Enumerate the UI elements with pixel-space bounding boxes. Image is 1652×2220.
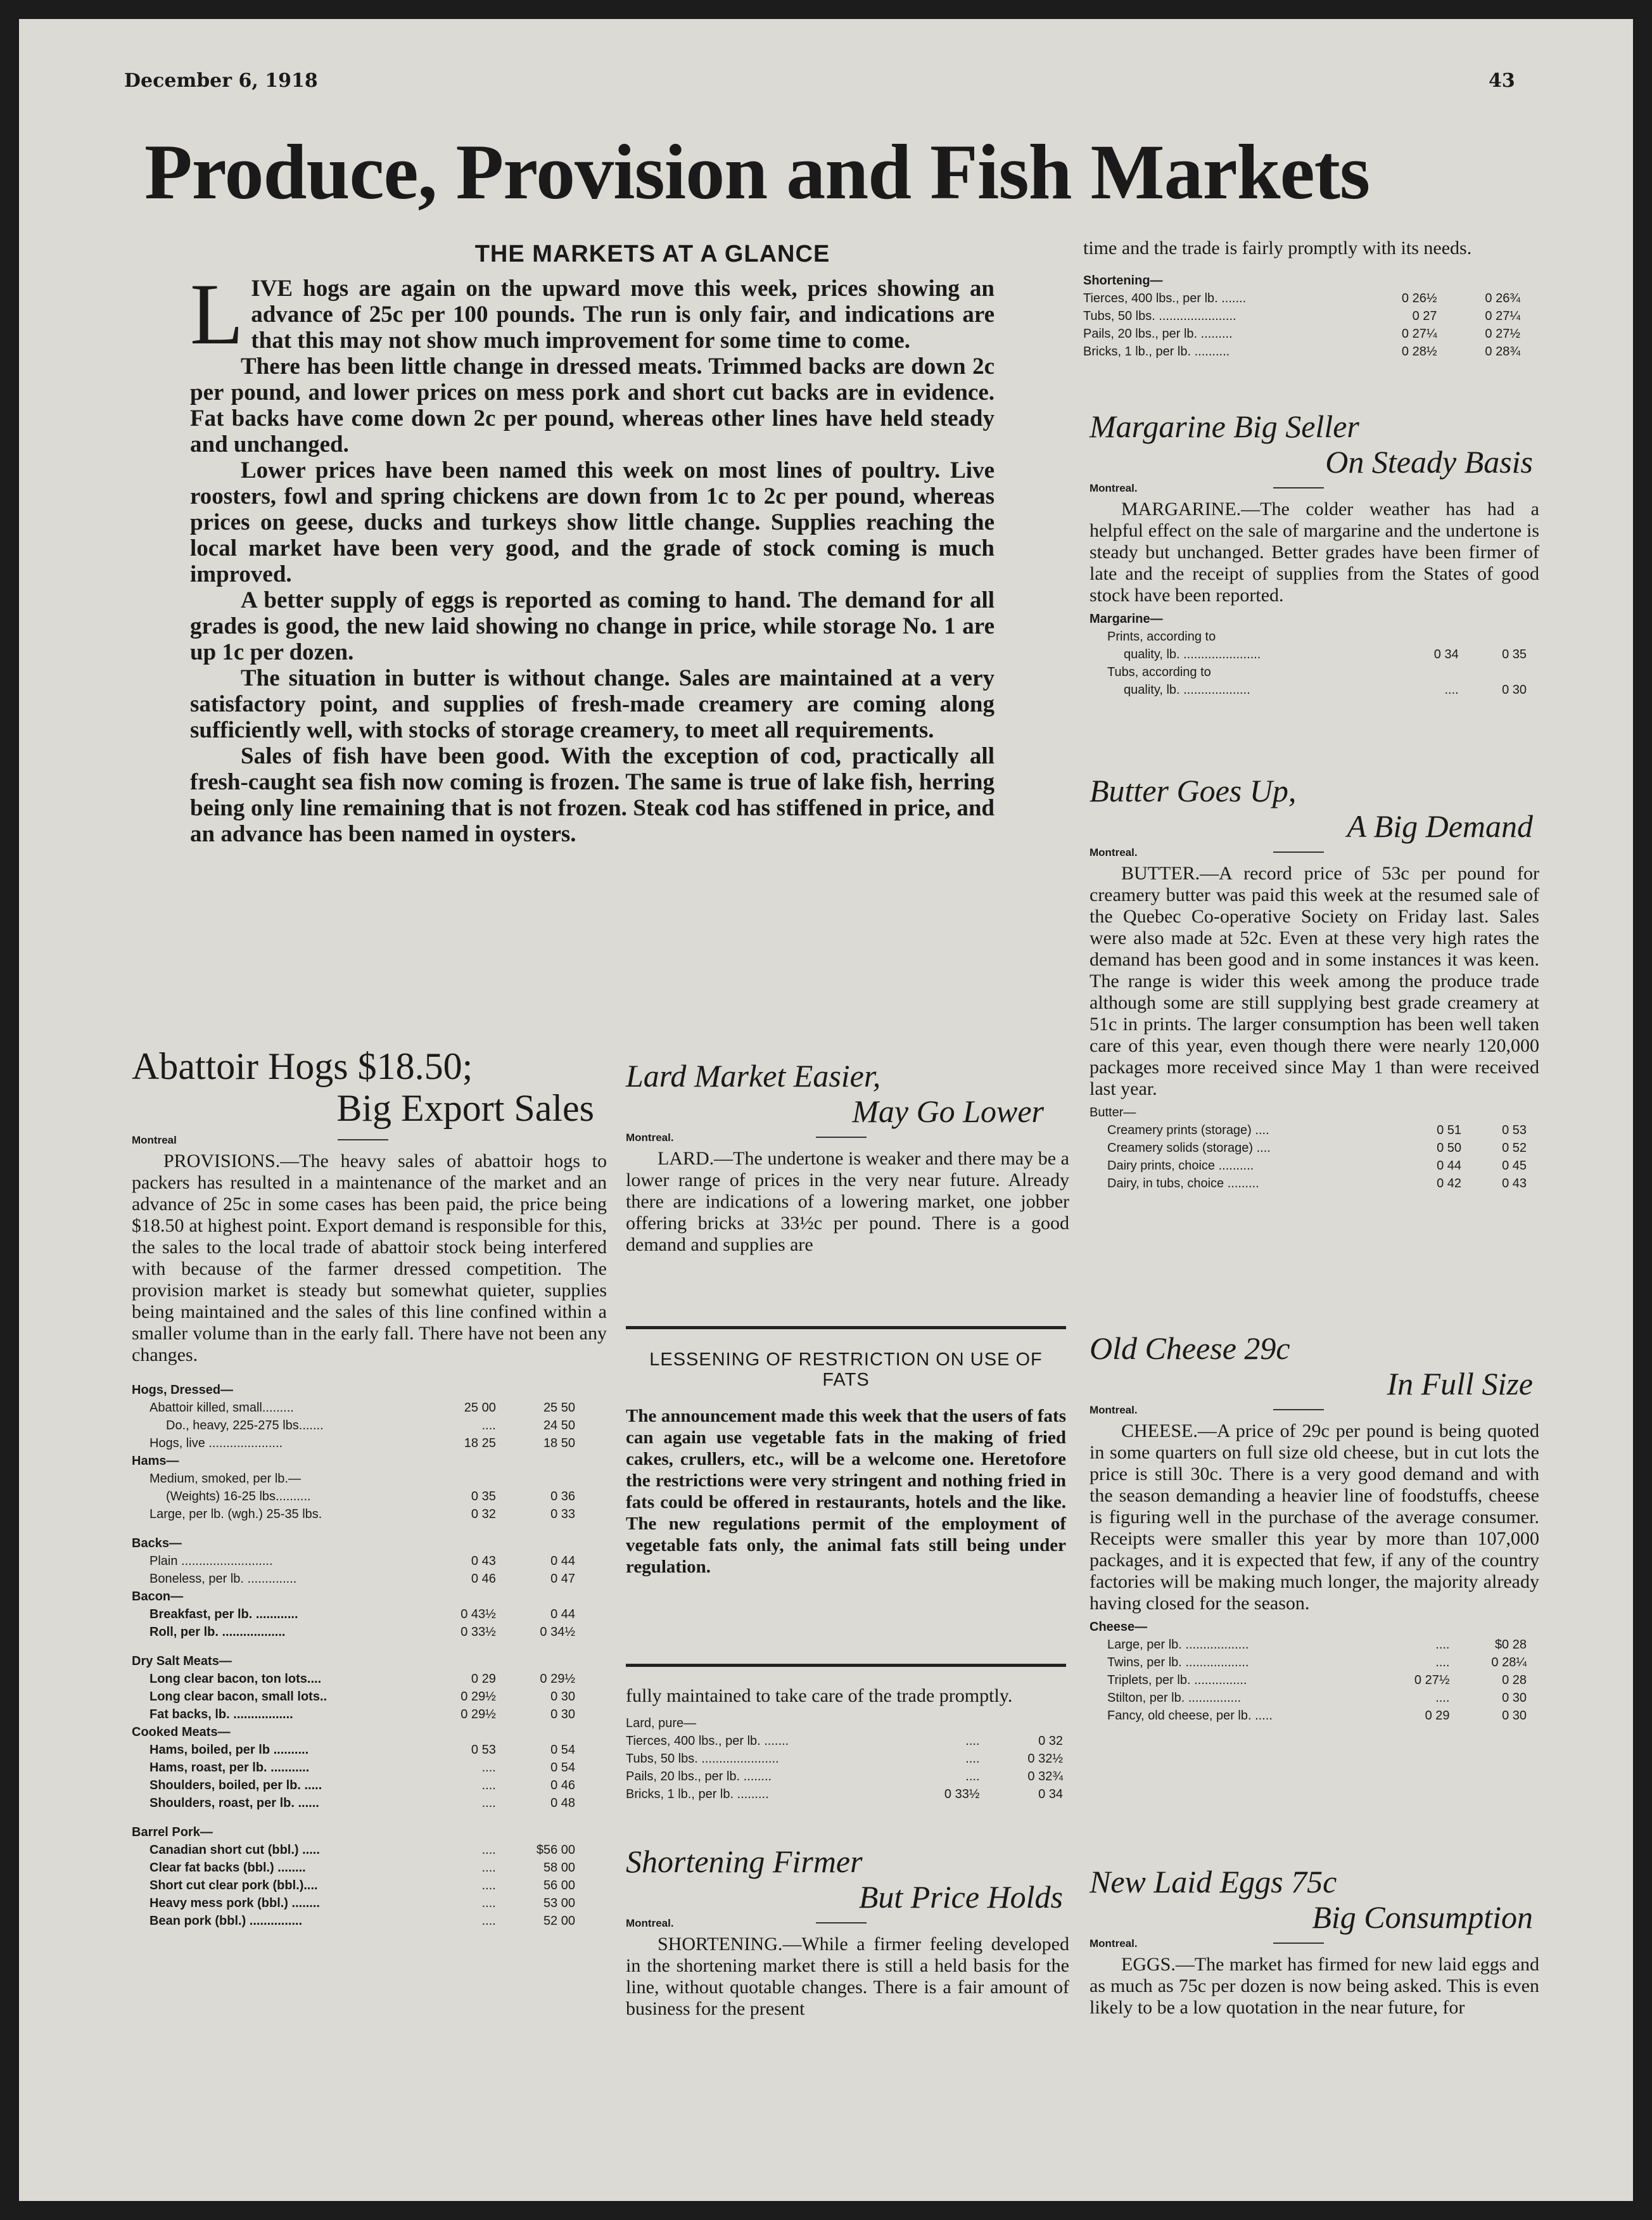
price-low: 0 29 (471, 1672, 496, 1686)
price-low: 0 28½ (1401, 345, 1437, 359)
price-item-label: quality, lb. ................... (1124, 683, 1250, 697)
price-row (132, 1741, 575, 1759)
abattoir-body-text: PROVISIONS.—The heavy sales of abattoir hogs to packers has resulted in a maintenance of the market and an advance of 25c in some cases has been paid, the price being $18.50 at highest point. Export demand is responsible for this, the sales to the local trade of abattoir stock being interfered with because of the farmer dressed competition. The provision market is steady but somewhat quieter, supplies being maintained and the sales of this line confined within a smaller volume than in the early fall. There have not been any changes. (132, 1151, 607, 1365)
lard-headline-line1: Lard Market Easier, (626, 1058, 881, 1094)
price-item-label: Bean pork (bbl.) ............... (149, 1914, 303, 1928)
price-item-label: Heavy mess pork (bbl.) ........ (149, 1896, 320, 1910)
price-item-label: Hams, boiled, per lb .......... (149, 1743, 309, 1757)
price-high: 0 29½ (540, 1672, 575, 1686)
price-low: 0 43 (471, 1554, 496, 1568)
price-low: 0 27¼ (1401, 327, 1437, 341)
price-item-label: Cooked Meats— (132, 1725, 231, 1739)
price-high: 0 36 (550, 1490, 575, 1503)
price-high: 0 54 (550, 1761, 575, 1775)
margarine-article (1090, 409, 1539, 699)
price-row (132, 1670, 575, 1688)
price-low (1412, 628, 1458, 646)
glance-paragraph-eggs: A better supply of eggs is reported as coming to hand. The demand for all grades is good, the new laid showing no change in price, while storage No. 1 are up 1c per dozen. (190, 587, 994, 665)
abattoir-body (132, 1151, 607, 1366)
butter-price-table (1090, 1104, 1527, 1192)
price-low (440, 1470, 496, 1488)
price-low: .... (481, 1896, 496, 1910)
lard-headline-line2: May Go Lower (852, 1094, 1044, 1129)
price-item-label: Short cut clear pork (bbl.).... (149, 1879, 318, 1892)
price-item-label: Barrel Pork— (132, 1825, 213, 1839)
price-high: 0 32¾ (1027, 1770, 1063, 1783)
price-row (1090, 681, 1527, 699)
price-high: 0 43 (1502, 1177, 1527, 1190)
price-high: 0 32½ (1027, 1752, 1063, 1766)
price-low: 0 35 (471, 1490, 496, 1503)
glance-paragraph-fish: Sales of fish have been good. With the exception of cod, practically all fresh-caught sea fish now coming is frozen. The same is true of lake fish, herring being only line remaining that is not frozen. Steak cod has stiffened in price, and an advance has been named in oysters. (190, 743, 994, 847)
headline-rule (1273, 852, 1324, 853)
price-low: .... (1435, 1691, 1450, 1705)
price-low: 0 50 (1437, 1141, 1462, 1155)
price-row (132, 1417, 575, 1434)
price-row (132, 1399, 575, 1417)
price-row (132, 1652, 575, 1670)
price-low: 0 32 (471, 1507, 496, 1521)
price-item-label: Hams— (132, 1454, 179, 1468)
price-low: 0 33½ (461, 1625, 496, 1639)
eggs-body-text: EGGS.—The market has firmed for new laid eggs and as much as 75c per dozen is now being asked. This is even likely to be a low quotation in the near future, for (1090, 1954, 1539, 2018)
lard-continued-text: fully maintained to take care of the trade promptly. (626, 1685, 1013, 1706)
price-row (132, 1688, 575, 1706)
price-row (132, 1894, 575, 1912)
price-row (132, 1588, 575, 1605)
price-item-label: Twins, per lb. .................. (1107, 1655, 1249, 1669)
price-high: 52 00 (543, 1914, 575, 1928)
price-high: 0 28¾ (1485, 345, 1520, 359)
cheese-dateline: Montreal. (1090, 1404, 1138, 1416)
magazine-page (19, 19, 1633, 2201)
glance-paragraph-meats: There has been little change in dressed meats. Trimmed backs are down 2c per pound, and lower prices on mess pork and short cut backs are in evidence. Fat backs have come down 2c per pound, whereas other lines have held steady and unchanged. (190, 354, 994, 457)
price-row (1090, 1636, 1527, 1654)
price-item-label: Do., heavy, 225-275 lbs....... (166, 1419, 324, 1432)
price-item-label: Large, per lb. (wgh.) 25-35 lbs. (149, 1507, 322, 1521)
price-item-label: Fancy, old cheese, per lb. ..... (1107, 1709, 1273, 1723)
price-high: 0 47 (550, 1572, 575, 1586)
price-item-label: Margarine— (1090, 612, 1163, 626)
shortening-price-table (1083, 272, 1520, 360)
price-row (132, 1552, 575, 1570)
shortening-body-text: SHORTENING.—While a firmer feeling developed in the shortening market there is still a held basis for the line, without quotable changes. There is a fair amount of business for the present (626, 1934, 1069, 2019)
price-high: 0 30 (550, 1690, 575, 1704)
price-item-label: Tierces, 400 lbs., per lb. ....... (626, 1734, 789, 1748)
price-high: 0 46 (550, 1778, 575, 1792)
price-item-label: Creamery solids (storage) .... (1107, 1141, 1271, 1155)
price-low: .... (1444, 683, 1459, 697)
row-spacer (132, 1641, 575, 1652)
price-low: .... (481, 1761, 496, 1775)
price-item-label: Medium, smoked, per lb.— (149, 1472, 301, 1486)
box-bottom-rule (626, 1664, 1066, 1667)
cheese-body-text: CHEESE.—A price of 29c per pound is being quoted in some quarters on full size old cheese, but in cut lots the price is still 30c. There is a very good demand and with the season demanding a heavier line of foodstuffs, cheese is figuring well in the purchase of the average consumer. Receipts were smaller this year by more than 107,000 packages, and it is expected that few, if any of the country factories will be making much longer, the majority already having closed for the season. (1090, 1420, 1539, 1614)
price-item-label: Dairy prints, choice .......... (1107, 1159, 1254, 1173)
price-row (132, 1641, 575, 1652)
price-high: 0 30 (1502, 683, 1527, 697)
price-high: 25 50 (543, 1401, 575, 1415)
price-item-label: Shoulders, roast, per lb. ...... (149, 1796, 319, 1810)
price-row (1083, 325, 1520, 343)
price-item-label: Bacon— (132, 1590, 184, 1604)
price-row (1090, 1104, 1527, 1121)
lard-continued (626, 1685, 1069, 1803)
price-low (1412, 663, 1458, 681)
price-item-label: Butter— (1090, 1106, 1136, 1120)
price-high: 0 27¼ (1485, 309, 1520, 323)
price-item-label: Dairy, in tubs, choice ......... (1107, 1177, 1259, 1190)
glance-paragraph-poultry: Lower prices have been named this week on most lines of poultry. Live roosters, fowl and spring chickens are down from 1c to 2c per pound, whereas prices on geese, ducks and turkeys show little change. Supplies reaching the local market have been very good, and the grade of stock coming is much improved. (190, 457, 994, 587)
price-item-label: Plain .......................... (149, 1554, 273, 1568)
price-row (132, 1470, 575, 1488)
glance-paragraph-hogs: IVE hogs are again on the upward move this week, prices showing an advance of 25c per 100 pounds. The run is only fair, and indications are that this may not show much improvement for some time to come. (251, 276, 994, 354)
price-item-label: Pails, 20 lbs., per lb. ........ (626, 1770, 772, 1783)
box-top-rule (626, 1326, 1066, 1329)
price-row (132, 1452, 575, 1470)
price-low: 0 42 (1437, 1177, 1462, 1190)
price-low: 0 33½ (944, 1787, 980, 1801)
price-low: 0 27 (1412, 309, 1437, 323)
price-item-label: Tubs, 50 lbs. ...................... (626, 1752, 779, 1766)
price-row (132, 1534, 575, 1552)
lard-body (626, 1148, 1069, 1256)
price-high: 24 50 (543, 1419, 575, 1432)
price-item-label: Abattoir killed, small......... (149, 1401, 294, 1415)
glance-title: THE MARKETS AT A GLANCE (474, 241, 830, 267)
price-low: 0 27½ (1414, 1673, 1450, 1687)
price-row (1090, 646, 1527, 663)
price-high: $0 28 (1494, 1638, 1527, 1652)
price-row (132, 1434, 575, 1452)
price-row (1090, 663, 1527, 681)
margarine-headline-line2: On Steady Basis (1325, 444, 1533, 480)
headline-rule (1273, 1409, 1324, 1410)
price-high: 0 30 (550, 1707, 575, 1721)
price-high: 0 28 (1502, 1673, 1527, 1687)
dropcap: L (190, 265, 244, 362)
price-high: 0 44 (550, 1554, 575, 1568)
price-high: 0 54 (550, 1743, 575, 1757)
row-spacer (132, 1812, 575, 1823)
eggs-body (1090, 1954, 1539, 2019)
price-row (1090, 1689, 1527, 1707)
price-low: 18 25 (464, 1436, 496, 1450)
eggs-article (1090, 1864, 1539, 2019)
price-high: 0 27½ (1485, 327, 1520, 341)
price-row (1090, 1157, 1527, 1175)
price-item-label: Prints, according to (1107, 630, 1216, 644)
price-row (132, 1523, 575, 1534)
eggs-dateline: Montreal. (1090, 1937, 1138, 1949)
margarine-body-text: MARGARINE.—The colder weather has had a helpful effect on the sale of margarine and the undertone is steady but unchanged. Better grades have been firmer of late and the receipt of supplies from the States of good stock have been reported. (1090, 499, 1539, 606)
price-high: 0 28¼ (1491, 1655, 1527, 1669)
price-row (626, 1732, 1063, 1750)
price-low: .... (481, 1914, 496, 1928)
page-date: December 6, 1918 (124, 70, 318, 92)
lard-price-table (626, 1714, 1063, 1803)
price-low: .... (1435, 1638, 1450, 1652)
price-low: .... (1435, 1655, 1450, 1669)
cheese-price-table (1090, 1618, 1527, 1725)
price-row (132, 1505, 575, 1523)
price-row (626, 1750, 1063, 1768)
headline-rule (816, 1922, 867, 1923)
shortening-headline-line2: But Price Holds (858, 1879, 1063, 1915)
price-low: .... (481, 1796, 496, 1810)
price-row (626, 1714, 1063, 1732)
price-row (132, 1381, 575, 1399)
price-item-label: Backs— (132, 1536, 182, 1550)
headline-rule (816, 1137, 867, 1138)
price-row (132, 1605, 575, 1623)
price-row (132, 1841, 575, 1859)
price-row (1090, 1121, 1527, 1139)
price-row (132, 1794, 575, 1812)
headline-rule (338, 1139, 388, 1140)
price-item-label: Boneless, per lb. .............. (149, 1572, 297, 1586)
price-high (1459, 663, 1527, 681)
abattoir-headline-line1: Abattoir Hogs $18.50; (132, 1045, 473, 1087)
price-item-label: Clear fat backs (bbl.) ........ (149, 1861, 306, 1875)
eggs-headline-line2: Big Consumption (1312, 1899, 1533, 1935)
price-item-label: Creamery prints (storage) .... (1107, 1123, 1269, 1137)
glance-summary (190, 265, 994, 847)
price-item-label: Long clear bacon, ton lots.... (149, 1672, 322, 1686)
price-high: 0 32 (1038, 1734, 1063, 1748)
shortening-dateline: Montreal. (626, 1917, 674, 1929)
price-row (1090, 628, 1527, 646)
price-low: .... (481, 1843, 496, 1857)
fats-notice-box (626, 1349, 1066, 1578)
margarine-headline-line1: Margarine Big Seller (1090, 409, 1359, 444)
price-low: 0 34 (1433, 648, 1459, 661)
price-item-label: Bricks, 1 lb., per lb. ......... (626, 1787, 769, 1801)
butter-article (1090, 773, 1539, 1192)
price-item-label: Tubs, according to (1107, 665, 1211, 679)
price-high: $56 00 (536, 1843, 575, 1857)
price-row (1090, 1175, 1527, 1192)
price-low: 0 29 (1425, 1709, 1450, 1723)
price-item-label: Roll, per lb. .................. (149, 1625, 286, 1639)
lard-dateline: Montreal. (626, 1132, 674, 1144)
price-low: 0 29½ (461, 1690, 496, 1704)
headline-rule (1273, 487, 1324, 488)
price-item-label: quality, lb. ...................... (1124, 648, 1261, 661)
price-high: 58 00 (543, 1861, 575, 1875)
butter-dateline: Montreal. (1090, 846, 1138, 858)
price-row (626, 1768, 1063, 1785)
shortening-article (626, 1844, 1069, 2020)
price-row (1083, 307, 1520, 325)
price-item-label: Dry Salt Meats— (132, 1654, 232, 1668)
fats-notice-body: The announcement made this week that the users of fats can again use vegetable fats in the making of fried cakes, crullers, etc., will be a welcome one. Heretofore the restrictions were very stringent and nothing fried in fats could be offered in restaurants, hotels and the like. The new regulations permit of the employment of vegetable fats only, the animal fats still being under regulation. (626, 1406, 1066, 1577)
price-row (132, 1759, 575, 1777)
price-low: .... (481, 1778, 496, 1792)
butter-body (1090, 863, 1539, 1100)
abattoir-headline-line2: Big Export Sales (336, 1087, 594, 1129)
margarine-price-table (1090, 610, 1527, 699)
price-high (496, 1470, 575, 1488)
lard-body-text: LARD.—The undertone is weaker and there may be a lower range of prices in the very near future. Already there are indications of a lowering market, one jobber offering bricks at 33½c per pound. There is a good demand and supplies are (626, 1148, 1069, 1255)
price-high: 0 30 (1502, 1709, 1527, 1723)
price-high (1459, 628, 1527, 646)
price-row (132, 1823, 575, 1841)
price-row (1090, 1139, 1527, 1157)
price-item-label: (Weights) 16-25 lbs.......... (166, 1490, 311, 1503)
price-item-label: Stilton, per lb. ............... (1107, 1691, 1242, 1705)
price-row (132, 1912, 575, 1930)
price-low: 0 51 (1437, 1123, 1462, 1137)
price-high: 0 26¾ (1485, 291, 1520, 305)
price-item-label: Shoulders, boiled, per lb. ..... (149, 1778, 322, 1792)
price-item-label: Hogs, Dressed— (132, 1383, 234, 1397)
price-high: 0 33 (550, 1507, 575, 1521)
cheese-article (1090, 1330, 1539, 1725)
price-item-label: Breakfast, per lb. ............ (149, 1607, 298, 1621)
butter-headline-line1: Butter Goes Up, (1090, 773, 1297, 808)
abattoir-article (132, 1045, 607, 1930)
price-high: 0 53 (1502, 1123, 1527, 1137)
price-row (1083, 290, 1520, 307)
price-row (626, 1785, 1063, 1803)
price-row (1090, 1654, 1527, 1671)
provisions-price-table (132, 1381, 575, 1930)
price-item-label: Cheese— (1090, 1620, 1148, 1634)
fats-notice-title: LESSENING OF RESTRICTION ON USE OF FATS (649, 1349, 1043, 1390)
shortening-headline-line1: Shortening Firmer (626, 1844, 863, 1879)
price-row (132, 1488, 575, 1505)
price-low: .... (965, 1752, 980, 1766)
price-item-label: Large, per lb. .................. (1107, 1638, 1249, 1652)
price-row (1090, 610, 1527, 628)
masthead-title: Produce, Provision and Fish Markets (144, 129, 1370, 215)
price-high: 0 34½ (540, 1625, 575, 1639)
price-low: .... (965, 1770, 980, 1783)
margarine-body (1090, 499, 1539, 606)
shortening-continued (1083, 238, 1539, 360)
price-high: 0 52 (1502, 1141, 1527, 1155)
price-item-label: Hogs, live ..................... (149, 1436, 283, 1450)
price-row (1090, 1671, 1527, 1689)
row-spacer (132, 1523, 575, 1534)
price-low: .... (481, 1419, 496, 1432)
price-high: 18 50 (543, 1436, 575, 1450)
price-high: 0 30 (1502, 1691, 1527, 1705)
price-high: 0 35 (1502, 648, 1527, 661)
price-item-label: Tierces, 400 lbs., per lb. ....... (1083, 291, 1247, 305)
glance-paragraph-butter: The situation in butter is without change. Sales are maintained at a very satisfactory point, and supplies of fresh-made creamery are coming along sufficiently well, with stocks of storage creamery, to meet all requirements. (190, 665, 994, 743)
price-item-label: Lard, pure— (626, 1716, 697, 1730)
price-low: 0 44 (1437, 1159, 1462, 1173)
price-low: .... (481, 1861, 496, 1875)
price-low: 0 43½ (461, 1607, 496, 1621)
price-row (132, 1623, 575, 1641)
shortening-continued-text: time and the trade is fairly promptly with its needs. (1083, 238, 1472, 258)
page-number: 43 (1489, 70, 1515, 92)
cheese-headline-line1: Old Cheese 29c (1090, 1330, 1290, 1366)
margarine-dateline: Montreal. (1090, 482, 1138, 494)
price-item-label: Triplets, per lb. ............... (1107, 1673, 1247, 1687)
price-row (132, 1706, 575, 1723)
price-row (1083, 343, 1520, 360)
butter-body-text: BUTTER.—A record price of 53c per pound for creamery butter was paid this week at the resumed sale of the Quebec Co-operative Society on Friday last. Sales were also made at 52c. Even at these very high rates the demand has been good and in some instances it was keen. The range is wider this week among the produce trade although some are still supplying best grade creamery at 51c in prints. The larger consumption has been well taken care of this year, even though there were nearly 120,000 packages more received since May 1 than were received last year. (1090, 863, 1539, 1099)
price-row (132, 1877, 575, 1894)
price-item-label: Hams, roast, per lb. ........... (149, 1761, 310, 1775)
price-row (132, 1723, 575, 1741)
price-low: 0 29½ (461, 1707, 496, 1721)
price-low: .... (965, 1734, 980, 1748)
headline-rule (1273, 1942, 1324, 1944)
price-high: 0 45 (1502, 1159, 1527, 1173)
price-item-label: Tubs, 50 lbs. ...................... (1083, 309, 1236, 323)
price-high: 56 00 (543, 1879, 575, 1892)
price-row (132, 1859, 575, 1877)
price-low: 0 46 (471, 1572, 496, 1586)
price-low: 0 53 (471, 1743, 496, 1757)
price-high: 0 44 (550, 1607, 575, 1621)
price-low: .... (481, 1879, 496, 1892)
price-low: 25 00 (464, 1401, 496, 1415)
price-row (132, 1812, 575, 1823)
butter-headline-line2: A Big Demand (1347, 808, 1533, 844)
price-item-label: Long clear bacon, small lots.. (149, 1690, 327, 1704)
shortening-body (626, 1934, 1069, 2020)
price-row (132, 1777, 575, 1794)
price-item-label: Bricks, 1 lb., per lb. .......... (1083, 345, 1230, 359)
price-item-label: Canadian short cut (bbl.) ..... (149, 1843, 320, 1857)
cheese-body (1090, 1420, 1539, 1614)
price-item-label: Fat backs, lb. ................. (149, 1707, 293, 1721)
price-row (1090, 1707, 1527, 1725)
cheese-headline-line2: In Full Size (1387, 1366, 1533, 1401)
price-row (1083, 272, 1520, 290)
price-row (1090, 1618, 1527, 1636)
price-high: 53 00 (543, 1896, 575, 1910)
price-high: 0 48 (550, 1796, 575, 1810)
abattoir-dateline: Montreal (132, 1134, 177, 1146)
price-item-label: Pails, 20 lbs., per lb. ......... (1083, 327, 1233, 341)
price-row (132, 1570, 575, 1588)
price-low: 0 26½ (1401, 291, 1437, 305)
eggs-headline-line1: New Laid Eggs 75c (1090, 1864, 1337, 1899)
price-high: 0 34 (1038, 1787, 1063, 1801)
lard-article (626, 1058, 1069, 1256)
price-item-label: Shortening— (1083, 274, 1163, 288)
